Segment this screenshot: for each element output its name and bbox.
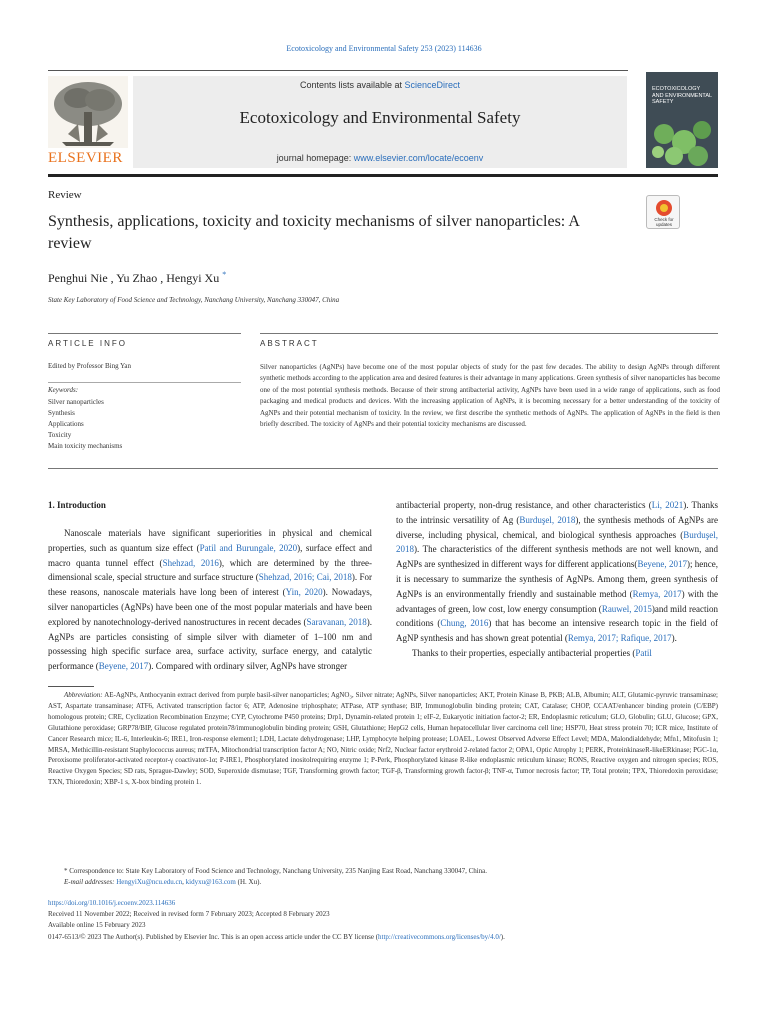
authors-text[interactable]: Penghui Nie , Yu Zhao , Hengyi Xu <box>48 271 220 285</box>
check-updates-icon <box>656 200 672 216</box>
intro-text: antibacterial property, non-drug resistance, and other characteristics ( <box>396 500 652 510</box>
available-online: Available online 15 February 2023 <box>48 921 146 930</box>
citation-link[interactable]: Burduşel, 2018 <box>519 514 576 525</box>
sciencedirect-link[interactable]: ScienceDirect <box>404 80 461 90</box>
citation-link[interactable]: Saravanan, 2018 <box>306 616 367 627</box>
masthead-bottom-rule <box>48 174 718 177</box>
doi-link[interactable]: https://doi.org/10.1016/j.ecoenv.2023.114636 <box>48 899 176 907</box>
cover-title: ECOTOXICOLOGY AND ENVIRONMENTAL SAFETY <box>652 86 712 105</box>
email-link[interactable]: kidyxu@163.com <box>185 877 236 886</box>
license-line <box>48 932 718 943</box>
introduction-heading: 1. Introduction <box>48 500 106 510</box>
citation-link[interactable]: Shehzad, 2016; Cai, 2018 <box>258 572 352 583</box>
keyword-item: Silver nanoparticles <box>48 398 104 406</box>
introduction-left-column <box>48 526 372 674</box>
check-for-updates-button[interactable] <box>646 195 680 229</box>
citation-link[interactable]: Remya, 2017 <box>632 588 682 599</box>
running-head[interactable]: Ecotoxicology and Environmental Safety 253 (2023) 114636 <box>286 44 482 53</box>
keyword-item: Synthesis <box>48 409 75 417</box>
contents-line <box>133 80 627 90</box>
publication-info <box>48 898 718 943</box>
intro-text: ). Compared with ordinary silver, AgNPs have stronger <box>148 661 348 672</box>
license-text: 0147-6513/© 2023 The Author(s). Published by Elsevier Inc. This is an open access article under the CC BY license ( <box>48 932 379 941</box>
intro-text: ), the synthesis methods of AgNPs are diverse, including physical, chemical, and biological synthesis approaches ( <box>396 514 718 540</box>
email-line <box>48 877 718 888</box>
citation-link[interactable]: Yin, 2020 <box>285 587 323 598</box>
intro-text: Thanks to their properties, especially antibacterial properties ( <box>412 647 636 658</box>
intro-text: ). For these reasons, nanoscale materials have long been of interest ( <box>48 572 372 598</box>
citation-link[interactable]: Burduşel, 2018 <box>396 529 718 555</box>
intro-text: ). Thanks to the intrinsic versatility of Ag ( <box>396 500 718 525</box>
intro-text: )and mild reaction conditions ( <box>396 603 718 629</box>
abstract-text: Silver nanoparticles (AgNPs) have become one of the most popular objects of study for the past few decades. The ability to design AgNPs through different synthetic methods according to the application area and desired features is their advantage in many applications. Green synthesis of silver nanoparticles has become one of the most potential synthesis methods. Because of their strong antibacterial activity, AgNPs have been used in a wide range of applications, such as food packaging and medical products and devices. With the increasing application of AgNPs, it is becoming necessary for a better understanding of the toxicity of AgNPs and their potential mechanism of toxicity. In the review, we first describe the synthetic methods of AgNPs. The application of AgNPs in the field is then briefly described. The toxicity of AgNPs and their potential toxicity mechanisms are discussed. <box>260 363 720 429</box>
keyword-item: Applications <box>48 420 84 428</box>
keywords-title: Keywords: <box>48 386 79 394</box>
homepage-line <box>133 153 627 163</box>
journal-title: Ecotoxicology and Environmental Safety <box>239 108 521 127</box>
abstract-heading: ABSTRACT <box>260 339 319 348</box>
intro-text: ). AgNPs are particles consisting of simple silver with diameter of 1–100 nm and possessing high specific surface area, surface activity, surface energy, and catalytic performance ( <box>48 616 372 672</box>
abbreviations-footnote <box>48 690 718 788</box>
keyword-item: Toxicity <box>48 431 72 439</box>
citation-link[interactable]: Rauwel, 2015 <box>601 603 652 614</box>
correspondence-note <box>48 866 718 888</box>
publisher-name: ELSEVIER <box>48 150 123 166</box>
keyword-list <box>48 397 122 452</box>
check-updates-label: Check for updates <box>654 217 674 227</box>
intro-text: ), surface effect and macro quanta tunnel effect ( <box>48 542 372 568</box>
journal-homepage-link[interactable]: www.elsevier.com/locate/ecoenv <box>353 153 484 163</box>
email-link[interactable]: HengyiXu@ncu.edu.cn <box>116 877 183 886</box>
citation-link[interactable]: Chung, 2016 <box>440 618 489 629</box>
citation-link[interactable]: Beyene, 2017 <box>98 661 149 672</box>
article-info-rule <box>48 333 241 334</box>
keyword-item: Main toxicity mechanisms <box>48 442 123 450</box>
intro-text: ) that has become an intensive research topic in the field of AgNP synthesis and has shown great potential ( <box>396 618 718 644</box>
received-dates: Received 11 November 2022; Received in revised form 7 February 2023; Accepted 8 February 2023 <box>48 910 330 919</box>
correspondence-address: * Correspondence to: State Key Laboratory of Food Science and Technology, Nanchang University, 235 Nanjing East Road, Nanchang 330047, China. <box>64 867 488 875</box>
author-list[interactable] <box>48 270 226 286</box>
article-title: Synthesis, applications, toxicity and toxicity mechanisms of silver nanoparticles: A review <box>48 213 580 252</box>
email-separator: , <box>182 877 186 886</box>
citation-link[interactable]: Remya, 2017; Rafique, 2017 <box>567 633 672 644</box>
intro-text: ). <box>671 633 677 644</box>
abstract-bottom-rule <box>48 468 718 469</box>
edited-by: Edited by Professor Bing Yan <box>48 362 132 370</box>
license-link[interactable]: http://creativecommons.org/licenses/by/4.0/ <box>378 932 501 941</box>
intro-text: ) with the advantages of green, low cost, low energy consumption ( <box>396 588 718 614</box>
footnote-rule <box>48 686 94 687</box>
contents-prefix: Contents lists available at <box>299 80 405 90</box>
intro-paragraph-2 <box>396 646 718 661</box>
intro-text: Nanoscale materials have significant superiorities in physical and chemical properties, such as quantum size effect ( <box>48 528 372 553</box>
intro-text: ), which are determined by the three-dimensional scale, special structure and surface structure ( <box>48 557 372 583</box>
keywords-rule <box>48 382 241 383</box>
intro-text: ). Nowadays, silver nanoparticles (AgNPs) have been one of the most popular materials and have been explored by nanotechnology-derived nanostructures in recent decades ( <box>48 587 372 627</box>
citation-link[interactable]: Shehzad, 2016 <box>162 557 219 568</box>
article-type: Review <box>48 189 82 201</box>
article-info-heading: ARTICLE INFO <box>48 339 127 348</box>
corresponding-author-mark[interactable]: * <box>222 270 227 279</box>
introduction-right-column <box>396 498 718 661</box>
citation-link[interactable]: Patil and Burungale, 2020 <box>199 542 298 553</box>
abstract-rule <box>260 333 718 334</box>
citation-link[interactable]: Beyene, 2017 <box>637 559 687 570</box>
abbreviation-label: Abbreviation: <box>64 691 103 699</box>
journal-cover-image[interactable] <box>646 72 718 168</box>
check-updates-icon-center <box>660 204 668 212</box>
license-suffix: ). <box>500 932 505 941</box>
abbreviation-text: AE-AgNPs, Anthocyanin extract derived from purple basil-silver nanoparticles; AgNO₃, Silver nitrate; AgNPs, Silver nanoparticles; AKT, Protein Kinase B, PKB; ALB, Albumin; ALT, Glutamic-pyruvic transaminase; AST, Aspartate transaminase; ATF6, Activated transcription factor 6; ATP, Adenosine triphosphate; ATPase, ATP synthase; BIP, Immunoglobulin binding protein; CAT, Catalase; CHOP, CCAAT/enhancer binding protein (C/EBP) homologous protein; CRE, Cyclization Recombination Enzyme; CYP, Cytochrome P450 proteins; Drp1, Dynamin-related protein 1; eIF-2, Eukaryotic initiation factor-2; ER, Endoplasmic reticulum; GLO, Globulin; GLU, Glucose; GPX, Glutathione peroxidase; GRP78/BIP, Glucose regulated protein78/immunoglobulin binding protein; GSH, Glutathione; HepG2 cells, Human hepatocellular liver carcinoma cell line; HSP70, Heat stress protein 70; ICR mice, Institute of Cancer Research mice; IL-6, Interleukin-6; IRE1, Iron-response element1; LDH, Lactate dehydrogenase; LHP, Lymphocyte helping protease; LOAEL, Lowest Observed Adverse Effect Level; MDA, Malondialdehyde; Mfn1, Mitofusin 1; MRSA, Methicillin-resistant Staphylococcus aureus; mtTFA, Mitochondrial transcription factor A; NO, Nitric oxide; Nrf2, Nuclear factor erythroid 2-related factor 2; OPA1, Optic Atrophy 1; PERK, ProteinkinaseR-likeERkinase; PGC-1α, Peroxisome proliferator-activated receptor-γ coactivator-1α; P-IRE1, Phosphorylated inositolrequiring enzyme 1; P-Perk, Phosphorylated kinase R-like endoplasmic reticulum kinase; RONS, Reactive oxygen and nitrogen species; ROS, Reactive Oxygen Species; SD rats, Sprague-Dawley; SOD, Superoxide dismutase; TGF, Transforming growth factor; TGF-β, Transforming growth factor-β; TNF-α, Tumor necrosis factor; TP, Total protein; TPX, Thioredoxin peroxidase; TXN, Thioredoxin; XBP-1 s, X-box binding protein 1. <box>48 691 718 787</box>
affiliation: State Key Laboratory of Food Science and Technology, Nanchang University, Nanchang 330047, China <box>48 296 340 304</box>
masthead-top-rule <box>48 70 628 71</box>
intro-text: ). The characteristics of the different synthesis methods are not well known, and AgNPs are synthesized in different ways for different applications( <box>396 544 718 570</box>
homepage-prefix: journal homepage: <box>276 153 354 163</box>
email-suffix: (H. Xu). <box>235 877 262 886</box>
citation-link[interactable]: Li, 2021 <box>651 500 684 510</box>
citation-link[interactable]: Patil <box>635 647 652 658</box>
email-label: E-mail addresses: <box>64 877 117 886</box>
intro-text: ); hence, it is necessary to summarize the synthesis of AgNPs. Among them, green synthesis of AgNPs is an environmentally friendly and sustainable method ( <box>396 559 718 599</box>
